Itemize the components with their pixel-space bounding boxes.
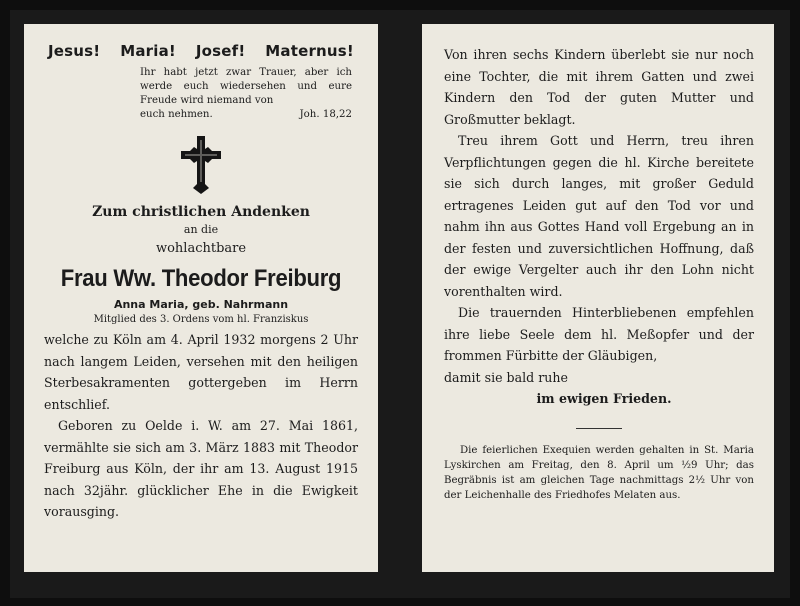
membership-text: Mitglied des 3. Ordens vom hl. Franziskus (93, 314, 309, 325)
scripture-quote: Ihr habt jetzt zwar Trauer, aber ich werde euch wiedersehen und eure Freude wird niemand von (140, 67, 352, 106)
biography (44, 329, 358, 523)
invocation-word: Maternus! (265, 42, 354, 60)
scripture-quote-last-line: euch nehmen. (140, 109, 213, 120)
family-text (444, 44, 754, 367)
prayer-card-left-page (24, 24, 378, 572)
honorific-text: wohlachtbare (155, 241, 247, 256)
scripture-quote-end (140, 108, 352, 122)
invocation-word: Maria! (120, 42, 176, 60)
closing-line: damit sie bald ruhe (444, 369, 568, 385)
mourners-paragraph: Die trauernden Hinterbliebenen empfehlen ihre liebe Seele dem hl. Meßopfer und der frommen Fürbitte der Gläubigen, (444, 305, 754, 363)
invocation-word: Jesus! (48, 42, 101, 60)
invocation-line (48, 42, 354, 60)
closing-bold-line: im ewigen Frieden. (536, 391, 672, 406)
deceased-name: Frau Ww. Theodor Freiburg (60, 265, 342, 292)
cross-icon (44, 134, 358, 198)
an-die-text: an die (183, 223, 219, 236)
funeral-notice: Die feierlichen Exequien werden gehalten in St. Maria Lyskirchen am Freitag, den 8. April um ½9 Uhr; das Begräbnis ist am gleichen Tage nachmittags 2½ Uhr von der Leichenhalle des Friedhofes Melaten aus. (444, 445, 754, 501)
maiden-name: Anna Maria, geb. Nahrmann (113, 298, 289, 311)
faith-paragraph: Treu ihrem Gott und Herrn, treu ihren Verpflichtungen gegen die hl. Kirche bereitete sie sich durch langes, mit großer Geduld ertragenes Leiden gut auf den Tod vor und nahm ihn aus Gottes Hand voll Ergebung an in der festen und zuversichtlichen Hoffnung, daß der ewige Vergelter auch ihr den Lohn nicht vorenthalten wird. (444, 133, 754, 299)
birth-marriage-paragraph: Geboren zu Oelde i. W. am 27. Mai 1861, vermählte sie sich am 3. März 1883 mit Theodor Freiburg aus Köln, der ihr am 13. August 1915 nach 32jähr. glücklicher Ehe in die Ewigkeit vorausging. (44, 418, 358, 519)
death-paragraph: welche zu Köln am 4. April 1932 morgens 2 Uhr nach langem Leiden, versehen mit den heiligen Sterbesakramenten gottergeben im Herrn entschlief. (44, 332, 358, 412)
scripture-reference: Joh. 18,22 (299, 109, 352, 120)
invocation-word: Josef! (195, 42, 246, 60)
prayer-card-right-page (422, 24, 774, 572)
memorial-heading: Zum christlichen Andenken (92, 204, 310, 220)
divider-line (576, 428, 622, 429)
survivors-paragraph: Von ihren sechs Kindern überlebt sie nur noch eine Tochter, die mit ihrem Gatten und zwei Kindern den Tod der guten Mutter und Großmutter beklagt. (444, 47, 754, 127)
